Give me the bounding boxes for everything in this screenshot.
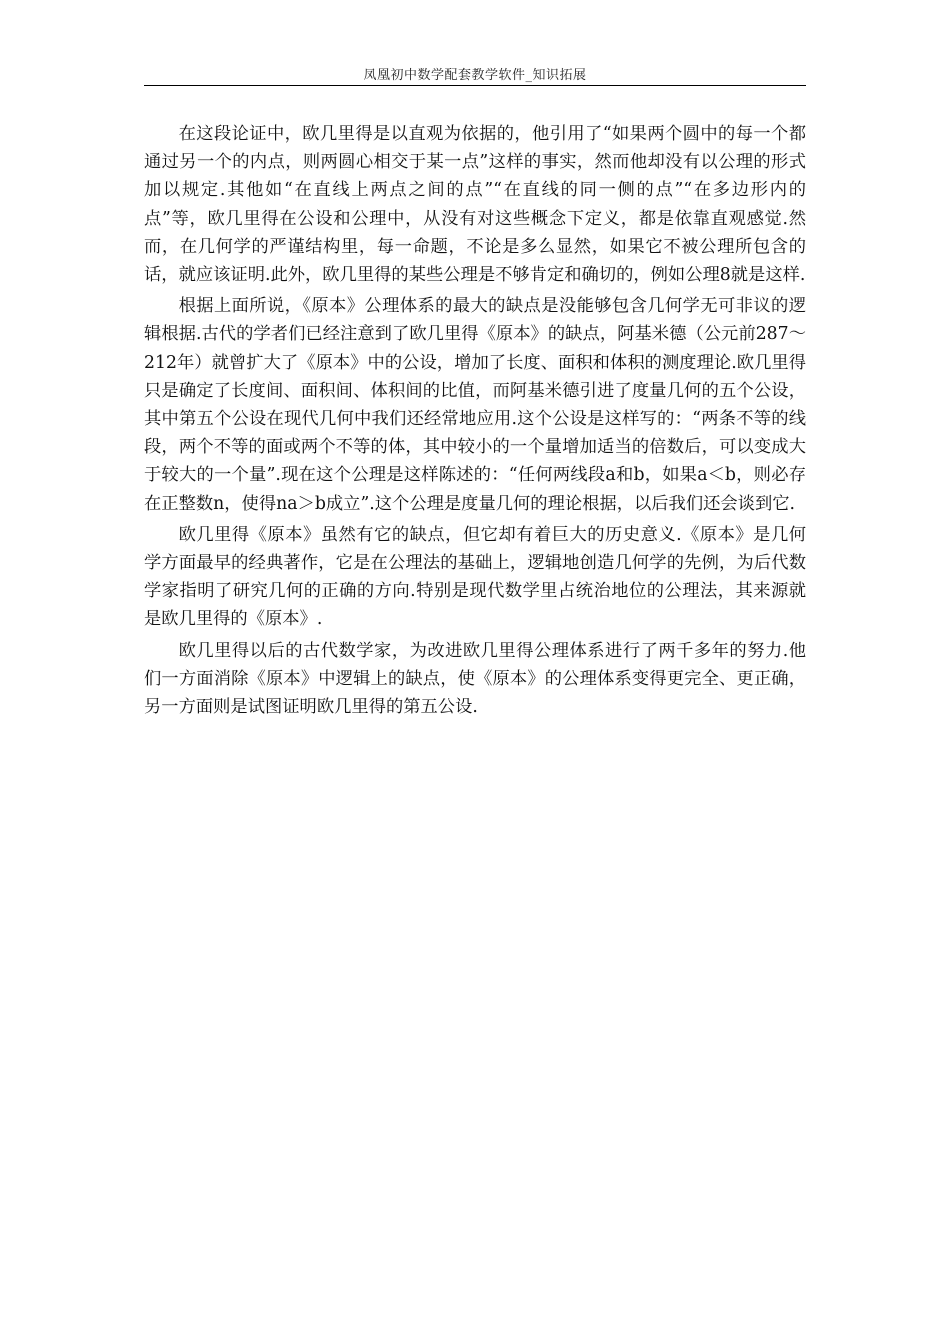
body-text — [144, 120, 806, 721]
paragraph-4: 欧几里得以后的古代数学家，为改进欧几里得公理体系进行了两千多年的努力.他们一方面消除《原本》中逻辑上的缺点，使《原本》的公理体系变得更完全、更正确，另一方面则是试图证明欧几里得的第五公设. — [144, 640, 806, 718]
paragraph-3: 欧几里得《原本》虽然有它的缺点，但它却有着巨大的历史意义.《原本》是几何学方面最早的经典著作，它是在公理法的基础上，逻辑地创造几何学的先例，为后代数学家指明了研究几何的正确的方向.特别是现代数学里占统治地位的公理法，其来源就是欧几里得的《原本》. — [144, 524, 806, 630]
page-header: 凤凰初中数学配套教学软件_知识拓展 — [363, 68, 587, 83]
header-rule — [144, 85, 806, 86]
paragraph-2: 根据上面所说，《原本》公理体系的最大的缺点是没能够包含几何学无可非议的逻辑根据.古代的学者们已经注意到了欧几里得《原本》的缺点，阿基米德（公元前287～212年）就曾扩大了《原本》中的公设，增加了长度、面积和体积的测度理论.欧几里得只是确定了长度间、面积间、体积间的比值，而阿基米德引进了度量几何的五个公设，其中第五个公设在现代几何中我们还经常地应用.这个公设是这样写的：“两条不等的线段，两个不等的面或两个不等的体，其中较小的一个量增加适当的倍数后，可以变成大于较大的一个量”.现在这个公理是这样陈述的：“任何两线段a和b，如果a＜b，则必存在正整数n，使得na＞b成立”.这个公理是度量几何的理论根据，以后我们还会谈到它. — [144, 296, 806, 514]
paragraph-1: 在这段论证中，欧几里得是以直观为依据的，他引用了“如果两个圆中的每一个都通过另一个的内点，则两圆心相交于某一点”这样的事实，然而他却没有以公理的形式加以规定.其他如“在直线上两点之间的点”“在直线的同一侧的点”“在多边形内的点”等，欧几里得在公设和公理中，从没有对这些概念下定义，都是依靠直观感觉.然而，在几何学的严谨结构里，每一命题，不论是多么显然，如果它不被公理所包含的话，就应该证明.此外，欧几里得的某些公理是不够肯定和确切的，例如公理8就是这样. — [144, 124, 806, 286]
